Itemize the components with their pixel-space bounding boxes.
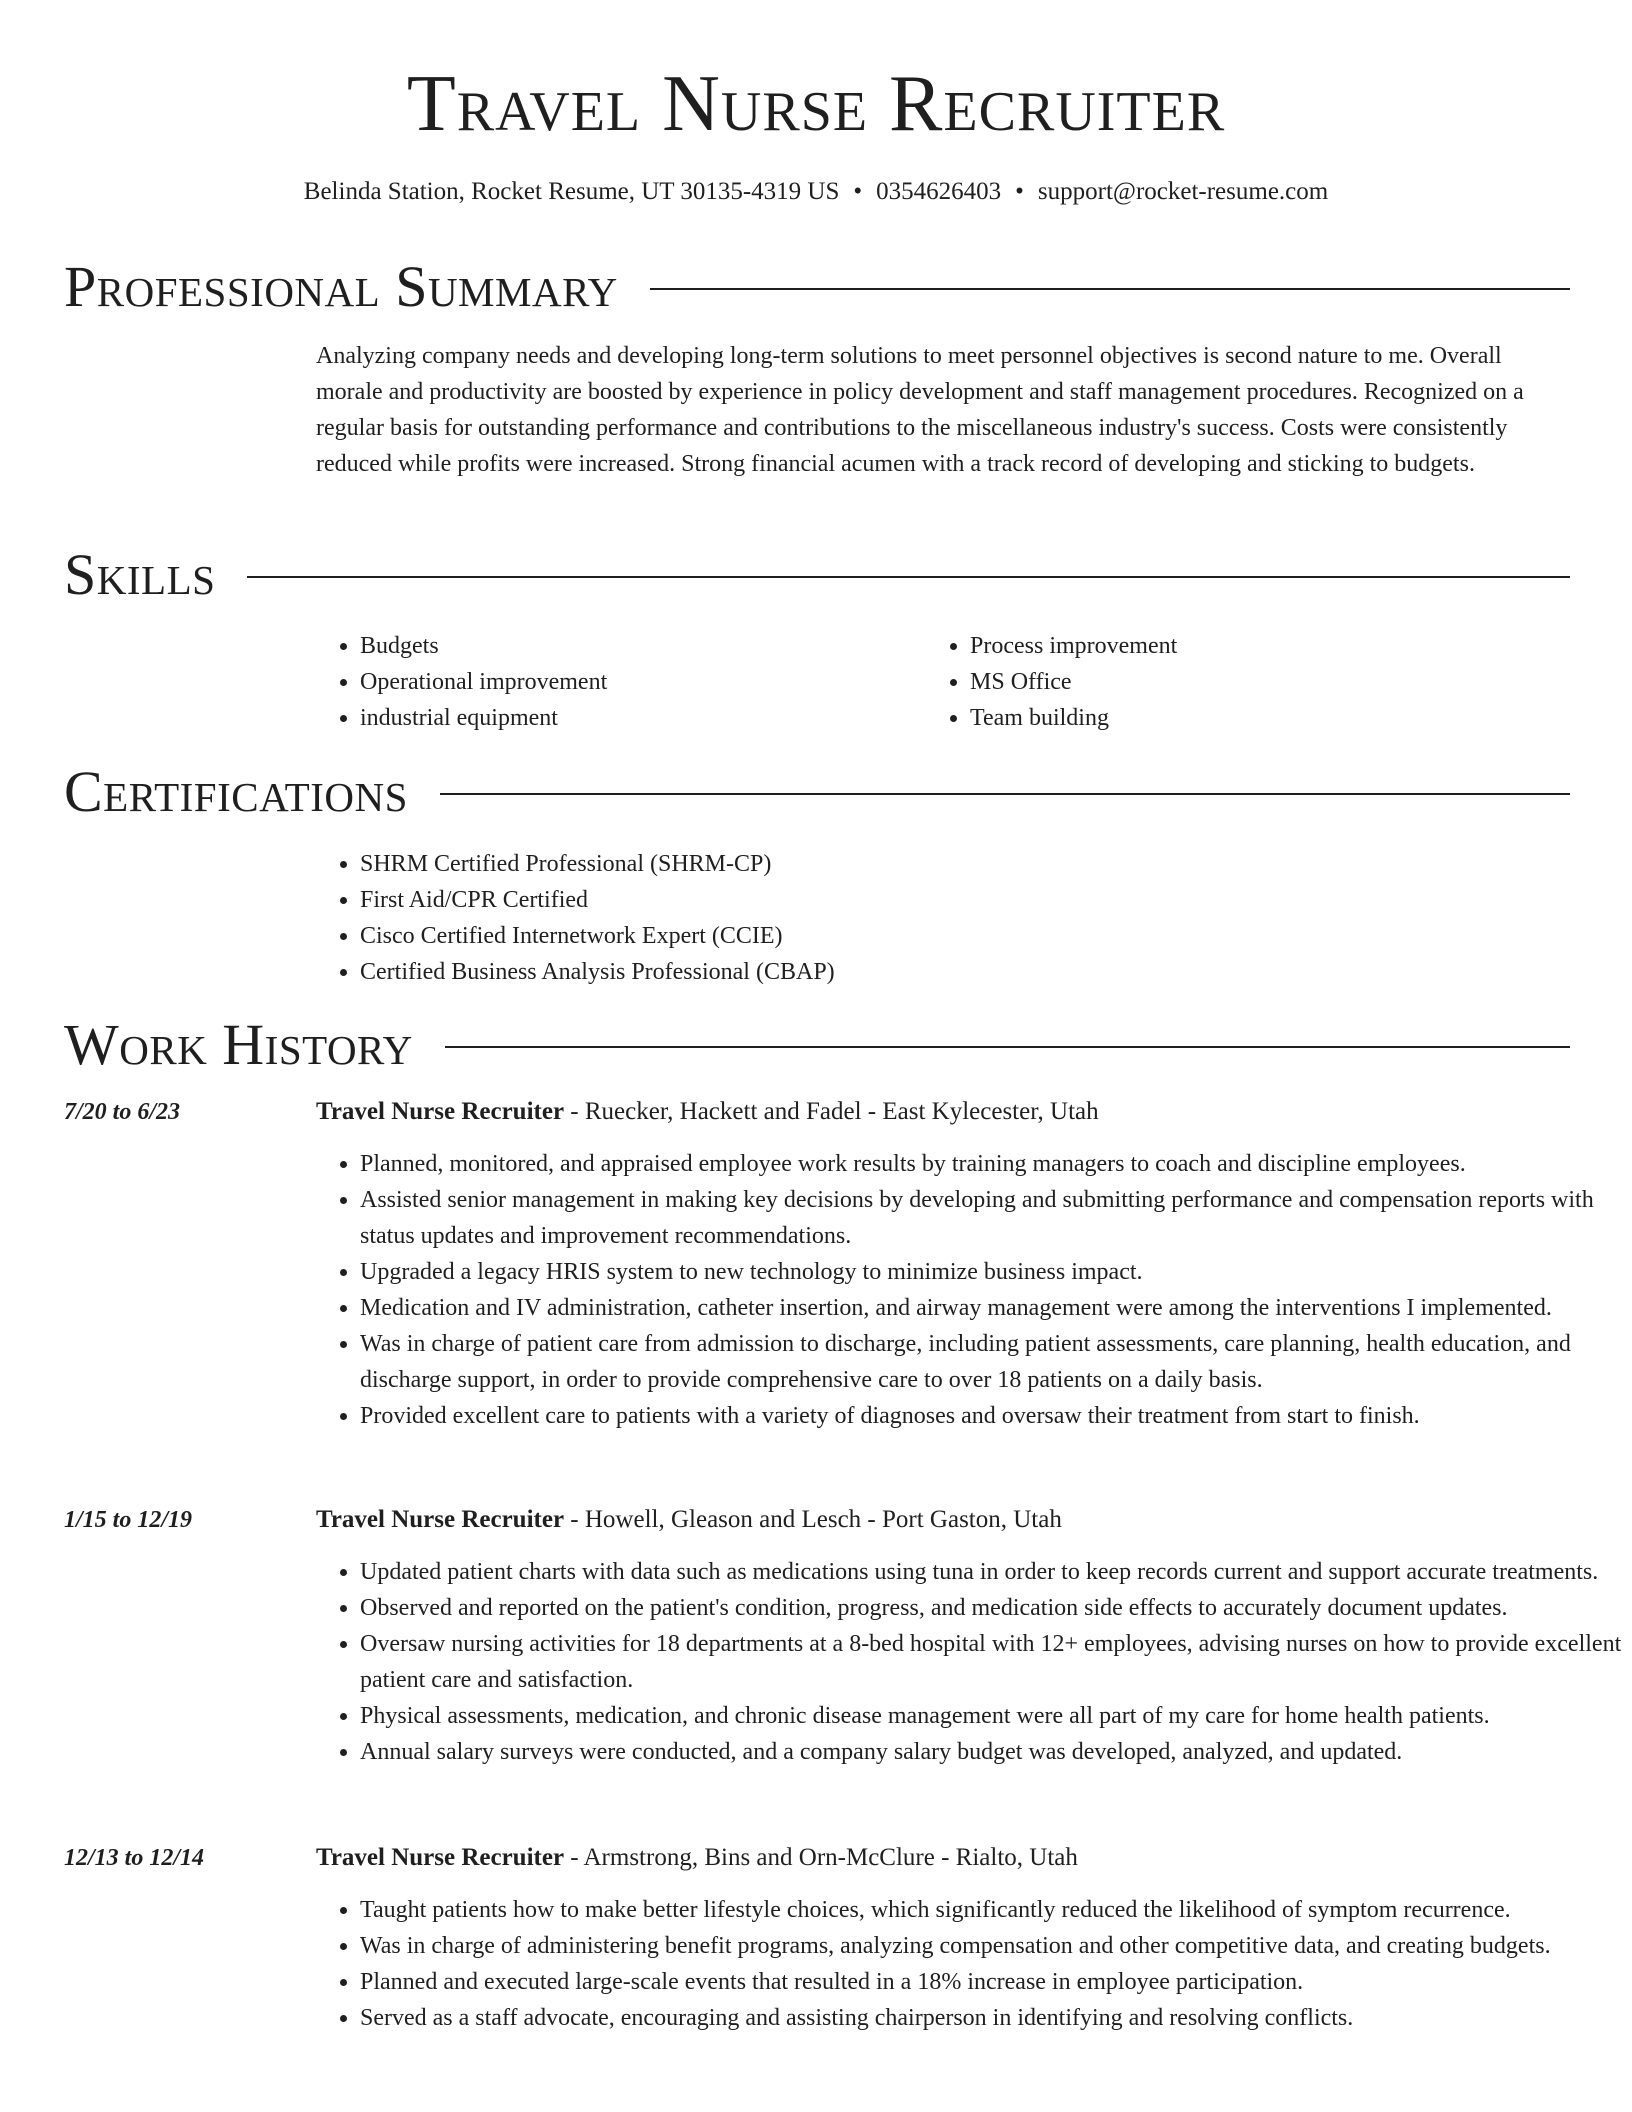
job-dates: 7/20 to 6/23 [64, 1099, 181, 1125]
job-header [316, 1094, 1099, 1130]
job-employer: - Ruecker, Hackett and Fadel - East Kylecester, Utah [564, 1098, 1099, 1125]
job-duties [316, 1892, 1626, 2036]
section-certifications-header [64, 757, 1570, 827]
section-divider [650, 288, 1570, 290]
job-header [316, 1502, 1062, 1538]
skill-item: • Process improvement [970, 628, 1177, 664]
certifications-list [316, 846, 835, 990]
job-title: Travel Nurse Recruiter [316, 1098, 565, 1125]
duty-item: • Observed and reported on the patient's condition, progress, and medication side effects to accurately document updates. [360, 1590, 1626, 1626]
job-employer: - Howell, Gleason and Lesch - Port Gaston, Utah [564, 1506, 1062, 1533]
job-dates: 1/15 to 12/19 [64, 1507, 193, 1533]
contact-phone: 0354626403 [876, 178, 1002, 205]
job-duties [316, 1554, 1626, 1770]
skills-column-left [316, 628, 607, 736]
section-title: Professional Summary [64, 254, 618, 319]
job-header [316, 1840, 1078, 1876]
duty-item: • Planned, monitored, and appraised employee work results by training managers to coach and discipline employees. [360, 1146, 1626, 1182]
job-title: Travel Nurse Recruiter [316, 1844, 565, 1871]
section-title: Skills [64, 542, 216, 607]
duty-item: • Taught patients how to make better lifestyle choices, which significantly reduced the likelihood of symptom recurrence. [360, 1892, 1626, 1928]
skill-item: • industrial equipment [360, 700, 607, 736]
duty-item: • Served as a staff advocate, encouraging and assisting chairperson in identifying and resolving conflicts. [360, 2000, 1626, 2036]
job-employer: - Armstrong, Bins and Orn-McClure - Rialto, Utah [564, 1844, 1078, 1871]
section-divider [440, 793, 1570, 795]
duty-item: • Was in charge of administering benefit programs, analyzing compensation and other competitive data, and creating budgets. [360, 1928, 1626, 1964]
skill-item: • Team building [970, 700, 1177, 736]
certification-item: • First Aid/CPR Certified [360, 882, 835, 918]
section-title: Work History [64, 1012, 413, 1077]
duty-item: • Was in charge of patient care from admission to discharge, including patient assessments, care planning, health education, and discharge support, in order to provide comprehensive care to over 18 patients on a daily basis. [360, 1326, 1626, 1398]
section-divider [247, 576, 1570, 578]
contact-address: Belinda Station, Rocket Resume, UT 30135-4319 US [303, 178, 840, 205]
duty-item: • Assisted senior management in making key decisions by developing and submitting performance and compensation reports with status updates and improvement recommendations. [360, 1182, 1626, 1254]
section-work-header [64, 1010, 1570, 1080]
duty-item: • Planned and executed large-scale events that resulted in a 18% increase in employee participation. [360, 1964, 1626, 2000]
duty-item: • Upgraded a legacy HRIS system to new technology to minimize business impact. [360, 1254, 1626, 1290]
skill-item: • MS Office [970, 664, 1177, 700]
duty-item: • Physical assessments, medication, and chronic disease management were all part of my care for home health patients. [360, 1698, 1626, 1734]
contact-email: support@rocket-resume.com [1037, 178, 1329, 205]
job-duties [316, 1146, 1626, 1434]
section-title: Certifications [64, 759, 408, 824]
duty-item: • Annual salary surveys were conducted, and a company salary budget was developed, analyzed, and updated. [360, 1734, 1626, 1770]
duty-item: • Provided excellent care to patients with a variety of diagnoses and oversaw their treatment from start to finish. [360, 1398, 1626, 1434]
contact-separator: • [1015, 178, 1024, 205]
section-skills-header [64, 540, 1570, 610]
duty-item: • Oversaw nursing activities for 18 departments at a 8-bed hospital with 12+ employees, advising nurses on how to provide excellent patient care and satisfaction. [360, 1626, 1626, 1698]
summary-text: Analyzing company needs and developing long-term solutions to meet personnel objectives is second nature to me. Overall morale and productivity are boosted by experience in policy development and staff management procedures. Recognized on a regular basis for outstanding performance and contributions to the miscellaneous industry's success. Costs were consistently reduced while profits were increased. Strong financial acumen with a track record of developing and sticking to budgets. [316, 343, 1524, 477]
contact-line [0, 172, 1632, 212]
skill-item: • Budgets [360, 628, 607, 664]
certification-item: • Cisco Certified Internetwork Expert (CCIE) [360, 918, 835, 954]
duty-item: • Medication and IV administration, catheter insertion, and airway management were among the interventions I implemented. [360, 1290, 1626, 1326]
skill-item: • Operational improvement [360, 664, 607, 700]
resume-name: Travel Nurse Recruiter [406, 60, 1226, 148]
skills-column-right [926, 628, 1177, 736]
certification-item: • Certified Business Analysis Professional (CBAP) [360, 954, 835, 990]
certification-item: • SHRM Certified Professional (SHRM-CP) [360, 846, 835, 882]
section-divider [445, 1046, 1570, 1048]
section-summary-header [64, 252, 1570, 322]
contact-separator: • [853, 178, 863, 205]
duty-item: • Updated patient charts with data such as medications using tuna in order to keep records current and support accurate treatments. [360, 1554, 1626, 1590]
job-title: Travel Nurse Recruiter [316, 1506, 565, 1533]
job-dates: 12/13 to 12/14 [64, 1845, 205, 1871]
